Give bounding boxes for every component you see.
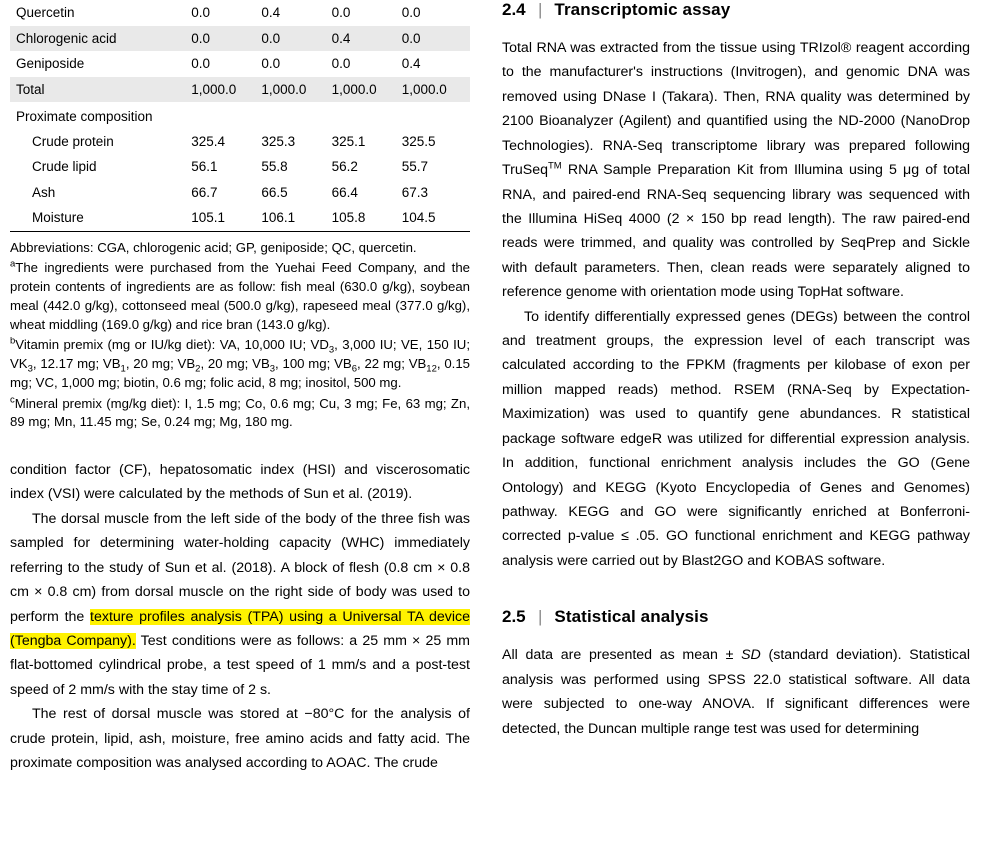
row-value: 104.5 xyxy=(401,210,436,226)
section-2-5-body xyxy=(502,643,970,741)
row-value: 1,000.0 xyxy=(330,77,400,103)
paragraph-rna-extraction xyxy=(502,36,970,305)
table-row xyxy=(10,51,470,77)
row-value: 66.4 xyxy=(331,184,358,200)
highlighted-text: texture profiles analysis (TPA) using a Universal TA device (Tengba Company). xyxy=(10,608,470,649)
row-label: Quercetin xyxy=(16,5,75,20)
section-divider: | xyxy=(538,0,543,19)
section-heading-2-5 xyxy=(502,607,970,627)
row-value: 67.3 xyxy=(401,184,429,200)
footnote-b-seg8: , 0.15 mg; VC, 1,000 mg; biotin, 0.6 mg; folic acid, 8 mg; inositol, 500 mg. xyxy=(10,356,471,390)
left-body-text xyxy=(10,458,470,775)
table-row xyxy=(10,26,470,52)
row-value: 55.7 xyxy=(401,159,429,175)
table-group-header-row xyxy=(10,102,470,129)
right-column xyxy=(480,0,982,848)
section-2-4-body xyxy=(502,36,970,573)
footnote-b-seg7: , 22 mg; VB xyxy=(356,356,427,372)
paragraph-condition-factor: condition factor (CF), hepatosomatic index (HSI) and viscerosomatic index (VSI) were calculated by the methods of Sun et al. (2019). xyxy=(10,461,470,503)
superscript-tm: TM xyxy=(548,160,562,172)
table-footnotes xyxy=(10,239,470,432)
row-value: 106.1 xyxy=(261,210,296,226)
section-spacer xyxy=(502,573,970,607)
subscript: 2 xyxy=(195,363,201,375)
row-value: 0.0 xyxy=(261,56,281,72)
row-value: 55.8 xyxy=(261,159,288,175)
row-label: Total xyxy=(10,77,189,103)
row-value xyxy=(259,102,329,129)
row-value: 0.0 xyxy=(401,5,421,20)
table-body xyxy=(10,0,470,231)
row-value: 0.0 xyxy=(331,5,351,20)
footnote-b xyxy=(10,336,470,392)
left-column xyxy=(0,0,480,848)
section-title: Transcriptomic assay xyxy=(554,0,731,19)
subscript: 3 xyxy=(328,344,335,356)
footnote-b-seg6: , 100 mg; VB xyxy=(275,356,352,372)
row-value: 66.7 xyxy=(191,184,218,200)
subscript: 6 xyxy=(351,363,357,375)
paragraph-seg-a: Total RNA was extracted from the tissue using TRIzol® reagent according to the manufacturer's instructions (Invitrogen), and genomic DNA was removed using DNase I (Takara). Then, RNA quality was determined by 2100 Bioanalyzer (Agilent) and quantified using the ND-2000 (NanoDrop Technologies). RNA-Seq transcriptome library was prepared following TruSeq xyxy=(502,40,970,179)
row-value: 0.4 xyxy=(401,56,421,72)
row-label: Chlorogenic acid xyxy=(10,26,189,52)
row-value: 325.3 xyxy=(261,133,296,149)
row-value: 0.4 xyxy=(261,5,281,20)
footnote-b-seg3: , 12.17 mg; VB xyxy=(32,356,121,372)
paragraph-seg-b: RNA Sample Preparation Kit from Illumina using 5 μg of total RNA, and paired-end RNA-Seq sequencing library was sequenced with the Illumina HiSeq 4000 (2 × 150 bp read length). The raw paired-end reads were trimmed, and quality was controlled by SeqPrep and Sickle with default parameters. Then, clean reads were separately aligned to reference genome with orientation mode using TopHat software. xyxy=(502,162,970,301)
footnote-b-seg2: , 3,000 IU; VE, 150 IU; VK xyxy=(10,337,470,372)
row-value: 325.5 xyxy=(401,133,436,149)
paragraph-statistics xyxy=(502,643,970,741)
row-value: 56.2 xyxy=(331,159,358,175)
table-row xyxy=(10,154,470,180)
row-value: 0.0 xyxy=(191,5,210,20)
row-value: 0.0 xyxy=(191,56,210,72)
subscript: 12 xyxy=(426,363,437,375)
row-value: 0.0 xyxy=(189,26,259,52)
subscript: 3 xyxy=(27,363,33,375)
row-value: 66.5 xyxy=(261,184,288,200)
footnote-b-seg5: , 20 mg; VB xyxy=(200,356,270,372)
paragraph-seg-b: Test conditions were as follows: a 25 mm × 25 mm flat-bottomed cylindrical probe, a test speed of 1 mm/s and a post-test speed of 2 mm/s with the stay time of 2 s. xyxy=(10,632,470,698)
row-value xyxy=(189,102,259,129)
row-value: 325.1 xyxy=(331,133,366,149)
row-value: 1,000.0 xyxy=(400,77,470,103)
row-label: Moisture xyxy=(32,210,84,226)
row-value: 0.4 xyxy=(330,26,400,52)
row-value: 105.1 xyxy=(191,210,225,226)
section-heading-2-4 xyxy=(502,0,970,20)
section-divider: | xyxy=(538,607,543,627)
paragraph-muscle-storage: The rest of dorsal muscle was stored at −80°C for the analysis of crude protein, lipid, ash, moisture, free amino acids and fatty acid. The proximate composition was analysed according to AOAC. The crude xyxy=(10,706,470,772)
footnote-a xyxy=(10,259,470,334)
section-number: 2.5 xyxy=(502,607,526,627)
paragraph-seg-a: All data are presented as mean ± xyxy=(502,647,742,664)
table-row xyxy=(10,180,470,206)
italic-sd: SD xyxy=(741,647,761,664)
footnote-abbreviations: Abbreviations: CGA, chlorogenic acid; GP, geniposide; QC, quercetin. xyxy=(10,239,417,255)
footnote-b-seg1: Vitamin premix (mg or IU/kg diet): VA, 10,000 IU; VD xyxy=(15,337,329,353)
footnote-a-text: The ingredients were purchased from the Yuehai Feed Company, and the protein contents of ingredients are as follow: fish meal (630.0 g/kg), soybean meal (442.0 g/kg), cottonseed meal (500.0 g/kg), rapeseed meal (377.0 g/kg), wheat middling (169.0 g/kg) and rice bran (143.0 g/kg). xyxy=(10,260,470,332)
row-label: Ash xyxy=(32,184,56,200)
paragraph-seg-b: (standard deviation). Statistical analysis was performed using SPSS 22.0 statistical software. All data were subjected to one-way ANOVA. If significant differences were detected, the Duncan multiple range test was used for determining xyxy=(502,647,970,737)
table-row xyxy=(10,205,470,231)
table-row xyxy=(10,129,470,155)
footnote-marker-a: a xyxy=(10,258,16,270)
row-value: 56.1 xyxy=(191,159,218,175)
row-value: 0.0 xyxy=(259,26,329,52)
row-label: Crude lipid xyxy=(32,159,97,175)
paragraph-dorsal-muscle xyxy=(10,507,470,702)
row-value xyxy=(400,102,470,129)
footnote-c-text: Mineral premix (mg/kg diet): I, 1.5 mg; Co, 0.6 mg; Cu, 3 mg; Fe, 63 mg; Zn, 89 mg; Mn, 11.45 mg; Se, 0.24 mg; Mg, 180 mg. xyxy=(10,395,470,430)
diet-composition-table xyxy=(10,0,470,232)
footnote-b-seg4: , 20 mg; VB xyxy=(125,356,196,372)
row-value: 0.0 xyxy=(331,56,351,72)
row-value xyxy=(330,102,400,129)
row-label: Geniposide xyxy=(16,56,85,72)
footnote-marker-c: c xyxy=(10,394,15,406)
subscript: 3 xyxy=(269,363,276,375)
subscript: 1 xyxy=(120,363,126,375)
row-value: 0.0 xyxy=(400,26,470,52)
paragraph-degs: To identify differentially expressed genes (DEGs) between the control and treatment groups, the expression level of each transcript was calculated according to the FPKM (fragments per kilobase of exon per million mapped reads) method. RSEM (RNA-Seq by Expectation-Maximization) was used to quantify gene abundances. R statistical package software edgeR was utilized for differential expression analysis. In addition, functional enrichment analysis includes the GO (Gene Ontology) and KEGG (Kyoto Encyclopedia of Genes and Genomes) pathway. KEGG and GO were significantly enriched at Bonferroni-corrected p-value ≤ .05. GO functional enrichment and KEGG pathway analysis were carried out by Blast2GO and KOBAS software. xyxy=(502,308,970,569)
footnote-marker-b: b xyxy=(10,335,16,347)
row-value: 1,000.0 xyxy=(259,77,329,103)
section-title: Statistical analysis xyxy=(554,607,709,627)
table-row xyxy=(10,0,470,26)
footnote-c xyxy=(10,395,470,432)
row-label: Crude protein xyxy=(32,133,114,149)
paragraph-seg-a: The dorsal muscle from the left side of the body of the three fish was sampled for determining water-holding capacity (WHC) immediately referring to the study of Sun et al. (2018). A block of flesh (0.8 cm × 0.8 cm × 0.8 cm) from dorsal muscle on the right side of body was used to perform the xyxy=(10,510,470,625)
section-number: 2.4 xyxy=(502,0,526,19)
table-row xyxy=(10,77,470,103)
row-value: 325.4 xyxy=(191,133,225,149)
row-value: 1,000.0 xyxy=(189,77,259,103)
row-label: Proximate composition xyxy=(16,109,153,125)
row-value: 105.8 xyxy=(331,210,366,226)
